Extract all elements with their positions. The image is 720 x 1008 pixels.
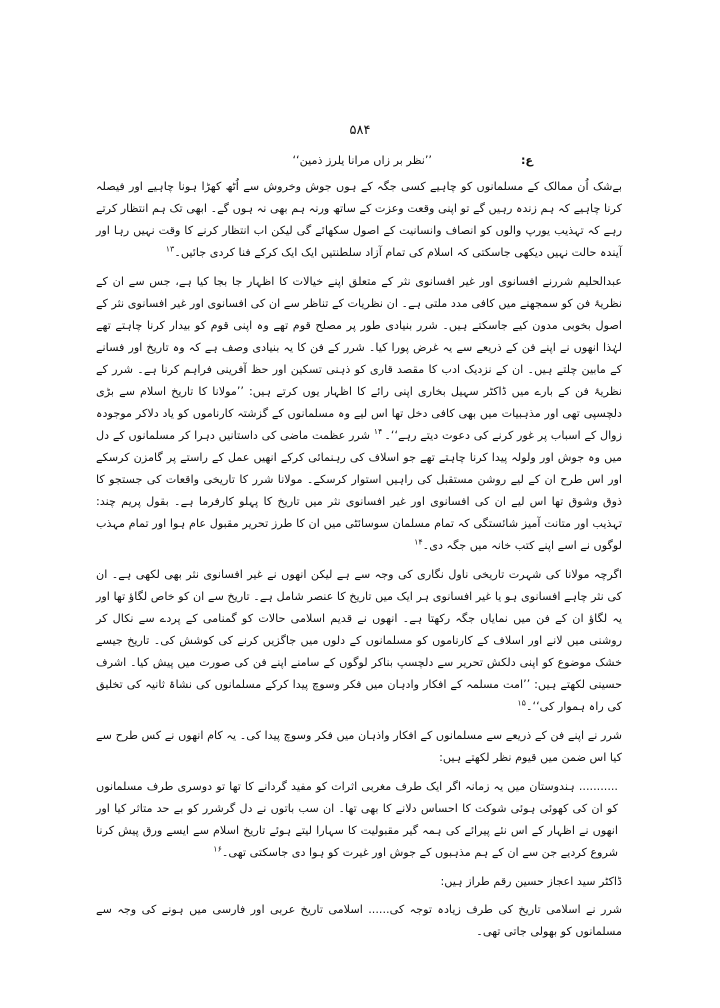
paragraph-3-text: اگرچہ مولانا کی شہرت تاریخی ناول نگاری کی وجہ سے ہے لیکن انھوں نے غیر افسانوی نثر بھی لکھی ہے۔ ان کی نثر چاہے افسانوی ہو یا غیر افسانوی ہر ایک میں تاریخ کا عنصر شامل ہے۔ تاریخ سے ان کو خاص لگاؤ تھا اور یہ لگاؤ ان کے فن میں نمایاں جگہ رکھتا ہے۔ انھوں نے قدیم اسلامی حالات کو گمنامی کے پردے سے نکال کر روشنی میں لانے اور اسلاف کے کارناموں کو مسلمانوں کے دلوں میں جاگزیں کرنے کی کوشش کی۔ تاریخ جیسے خشک موضوع کو اپنی دلکش تحریر سے دلچسپ بناکر لوگوں کے سامنے اپنے فن کی صورت میں پیش کیا۔ اشرف حسینی لکھتے ہیں: ’’امت مسلمہ کے افکار وادہان میں فکر وسوچ پیدا کرکے مسلمانوں کی نشاۃ ثانیہ کی تخلیق کی راہ ہموار کی‘‘۔ (96, 568, 622, 713)
block-quote-text: ........... ہندوستان میں یہ زمانہ اگر ایک طرف مغربی اثرات کو مفید گردانے کا تھا تو دوسری طرف مسلمانوں کو ان کی کھوئی ہوئی شوکت کا احساس دلانے کا بھی تھا۔ ان سب باتوں نے دل گرشرر کو بے حد متاثر کیا اور انھوں نے اظہار کے اس نئے پیرائے کی ہمہ گیر مقبولیت کا سہارا لیتے ہوئے تاریخ اسلام سے ایسے ورق پیش کرنا شروع کردیے جن سے ان کے ہم مذہبوں کے جوش اور غیرت کو ہوا دی جاسکتی تھی۔ (96, 780, 618, 859)
hemistich-text: ’’نظر بر زاں مرانا یلرز ذمین‘‘ (292, 154, 432, 167)
block-quote (96, 776, 622, 864)
footnote-marker: ۱۴ (414, 537, 423, 547)
paragraph-2-text-continued: شرر عظمت ماضی کی داستانیں دہرا کر مسلمانوں کے دل میں وہ جوش اور ولولہ پیدا کرنا چاہتے تھے جو اسلاف کی رہنمائی کرکے انھیں عمل کے راستے پر گامزن کرسکے اور اس طرح ان کے لیے روشن مستقبل کی راہیں استوار کرسکے۔ مولانا شرر کا تاریخی واقعات کی جستجو کا ذوق وشوق تھا اس لیے ان کی افسانوی اور غیر افسانوی نثر میں تاریخ کا پہلو کارفرما ہے۔ بقول پریم چند: تہذیب اور متانت آمیز شائستگی کہ تمام مسلمان سوسائٹی میں ان کا طرز تحریر مقبول عام ہوا اور تمام مہذب لوگوں نے اسے اپنے کتب خانہ میں جگہ دی۔ (96, 429, 622, 552)
paragraph-4 (96, 725, 622, 769)
paragraph-2-text: عبدالحلیم شررنے افسانوی اور غیر افسانوی نثر کے متعلق اپنے خیالات کا اظہار جا بجا کیا ہے، جس سے ان کے نظریۂ فن کو سمجھنے میں کافی مدد ملتی ہے۔ ان نظریات کے تناظر سے ان کی افسانوی اور غیر افسانوی نثر کے اصول بخوبی مدون کیے جاسکتے ہیں۔ شرر بنیادی طور پر مصلح قوم تھے وہ اپنی قوم کو بیدار کرنا چاہتے تھے لہٰذا انھوں نے اپنے فن کے ذریعے سے یہ غرض پورا کیا۔ شرر کے فن کا یہ بنیادی وصف ہے کہ وہ تاریخ اور فسانے کے مابین چلتے ہیں۔ ان کے نزدیک ادب کا مقصد قاری کو ذہنی تسکین اور حظ آفرینی فراہم کرنا ہے۔ شرر کے نظریۂ فن کے بارے میں ڈاکٹر سہیل بخاری اپنی رائے کا اظہار یوں کرتے ہیں: ’’مولانا کا تاریخ اسلام سے بڑی دلچسپی تھی اور مذہبیات میں بھی کافی دخل تھا اس لیے وہ مسلمانوں کے گزشتہ کارناموں کو یاد دلاکر موجودہ زوال کے اسباب پر غور کرنے کی دعوت دیتے رہے‘‘۔ (96, 275, 622, 442)
hemistich-marker: ع: (520, 154, 534, 167)
paragraph-4-text: شرر نے اپنے فن کے ذریعے سے مسلمانوں کے افکار واذہان میں فکر وسوچ پیدا کی۔ یہ کام انھوں نے کس طرح سے کیا اس ضمن میں قیوم نظر لکھتے ہیں: (96, 729, 622, 764)
hemistich-line (96, 150, 622, 172)
page-number: ۵۸۴ (349, 123, 371, 138)
paragraph-1-text: بےشک اُن ممالک کے مسلمانوں کو چاہیے کسی جگہ کے ہوں جوش وخروش سے اُٹھ کھڑا ہونا چاہیے اور فیصلہ کرنا چاہیے کہ ہم زندہ رہیں گے تو اپنی وقعت وعزت کے ساتھ ورنہ ہم بھی نہ ہوں گے۔ ابھی تک ہم انتظار کرتے رہے کہ تہذیب یورپ والوں کو انصاف وانسانیت کے اصول سکھائے گی لیکن اب انتظار کرنے کا وقت نہیں رہا اور آیندہ حالت نہیں دیکھی جاسکتی کہ اسلام کی تمام آزاد سلطنتیں ایک ایک کرکے فنا کردی جائیں۔ (96, 180, 622, 259)
page-body (96, 150, 622, 950)
paragraph-1 (96, 176, 622, 264)
footnote-marker: ۱۳ (165, 244, 175, 254)
last-paragraph: شرر نے اسلامی تاریخ کی طرف زیادہ توجہ کی...... اسلامی تاریخ عربی اور فارسی میں ہونے کی وجہ سے مسلمانوں کو بھولی جاتی تھی۔ (96, 903, 622, 938)
quote-intro: ڈاکٹر سید اعجاز حسین رقم طراز ہیں: (440, 875, 622, 888)
footnote-marker: ۱۵ (517, 698, 526, 708)
paragraph-3 (96, 564, 622, 718)
paragraph-2 (96, 271, 622, 557)
footnote-marker: ۱۶ (213, 844, 222, 854)
footnote-marker: ۱۴ (373, 427, 383, 437)
